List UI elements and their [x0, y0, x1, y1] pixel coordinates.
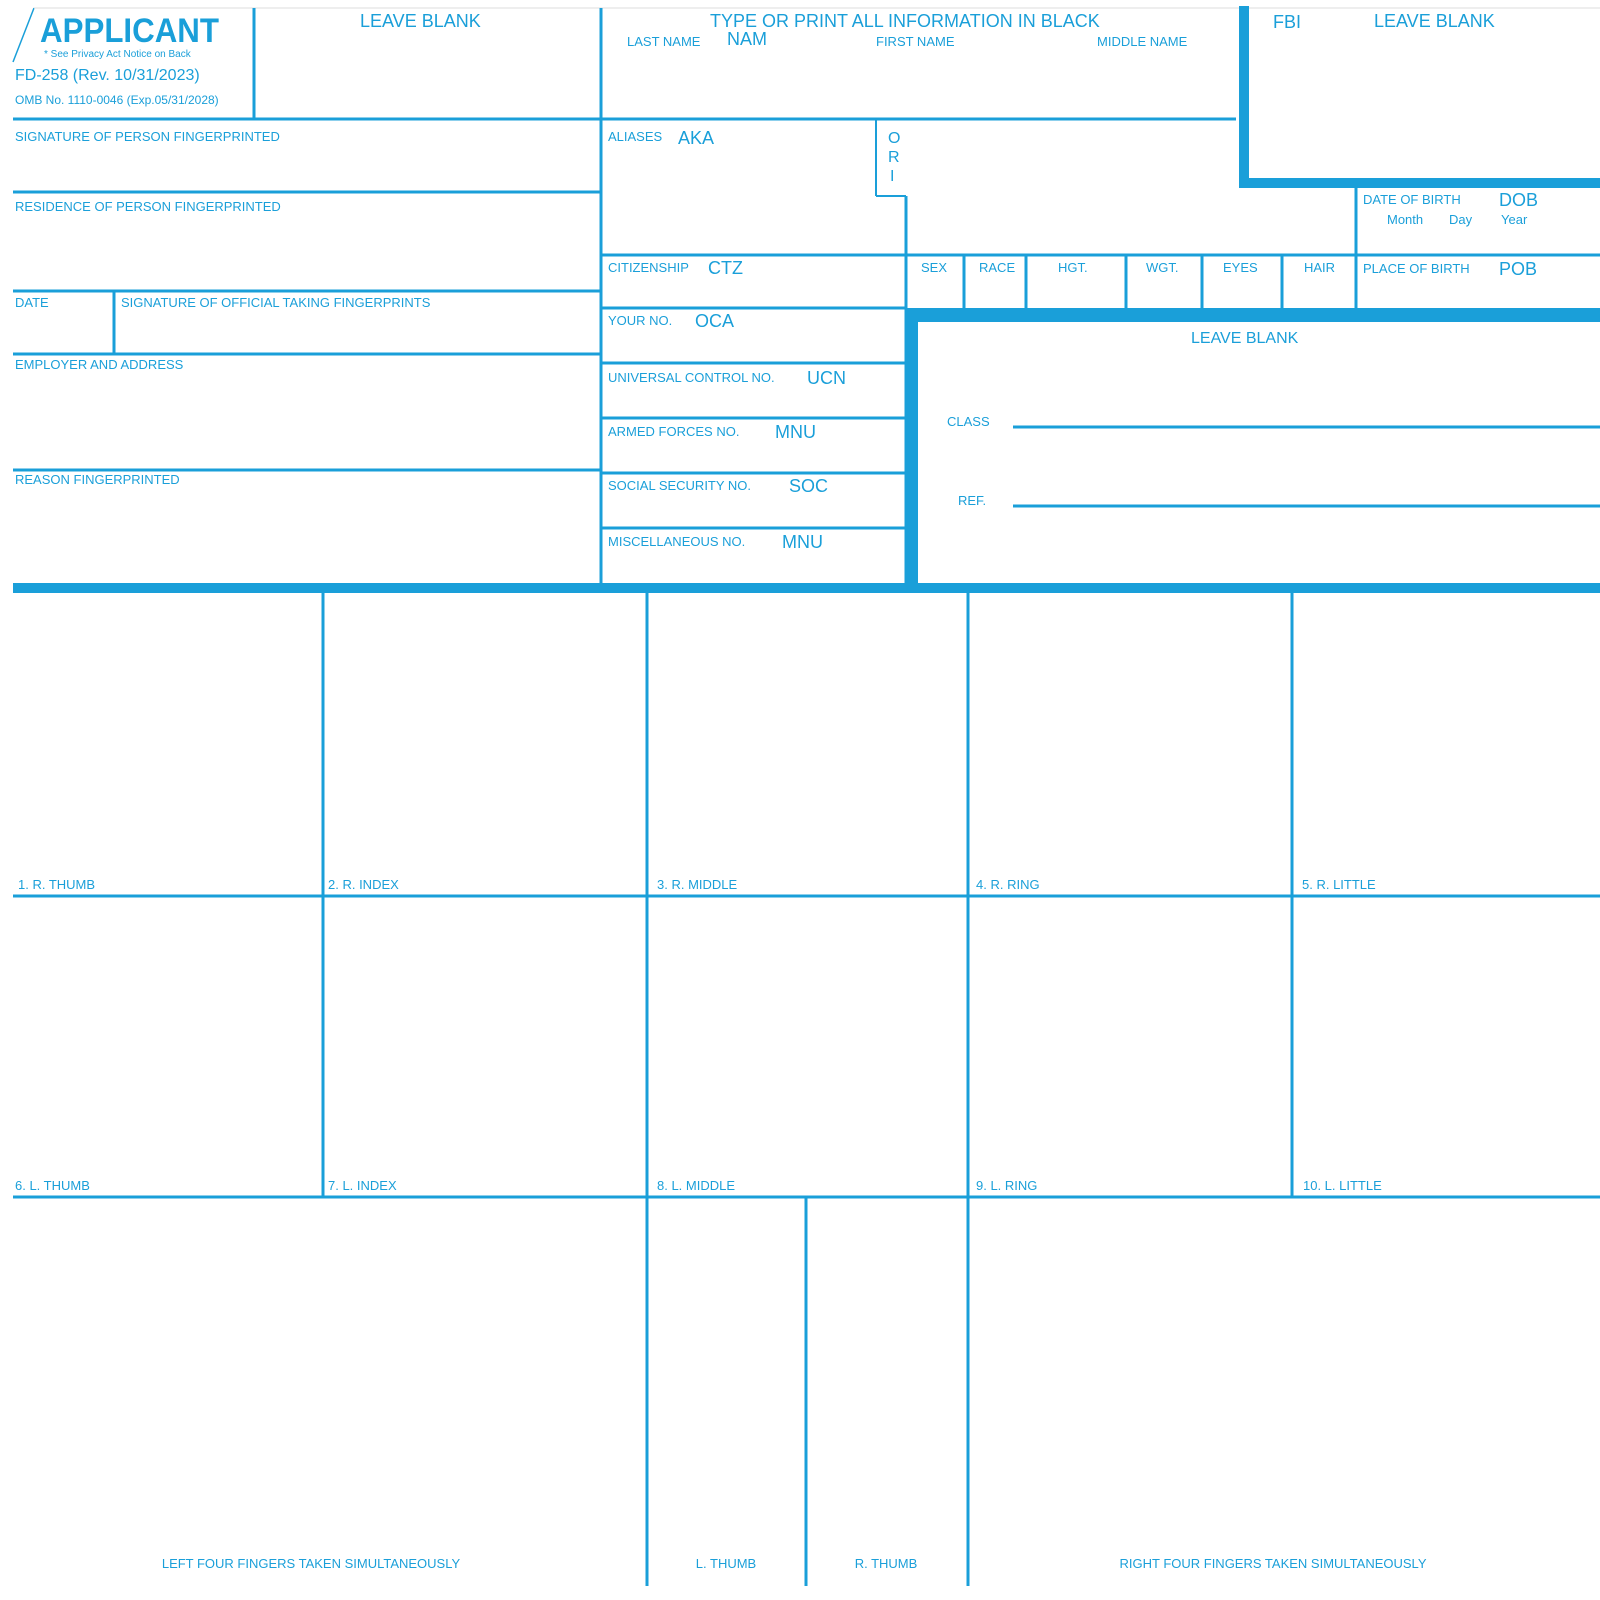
- ori-letter-o: O: [888, 130, 901, 147]
- l-thumb-simultaneous-label: L. THUMB: [695, 1556, 757, 1571]
- misc-label: MISCELLANEOUS NO.: [608, 534, 746, 549]
- finger-label-r-middle: 3. R. MIDDLE: [657, 877, 738, 892]
- race-label: RACE: [979, 260, 1016, 275]
- finger-label-l-ring: 9. L. RING: [976, 1178, 1038, 1193]
- finger-label-l-little: 10. L. LITTLE: [1303, 1178, 1382, 1193]
- pob-code: POB: [1499, 259, 1538, 279]
- finger-label-l-index: 7. L. INDEX: [328, 1178, 397, 1193]
- dob-label: DATE OF BIRTH: [1363, 192, 1461, 207]
- aliases-code: AKA: [678, 128, 715, 148]
- ori-letter-i: I: [890, 168, 895, 185]
- form-number: FD-258 (Rev. 10/31/2023): [15, 67, 200, 84]
- citizenship-label: CITIZENSHIP: [608, 260, 689, 275]
- citizenship-code: CTZ: [708, 258, 743, 278]
- left-four-label: LEFT FOUR FINGERS TAKEN SIMULTANEOUSLY: [161, 1556, 461, 1571]
- height-label: HGT.: [1058, 260, 1088, 275]
- fbi-label: FBI: [1273, 12, 1302, 32]
- instructions-heading: TYPE OR PRINT ALL INFORMATION IN BLACK: [710, 11, 1100, 31]
- dob-month: Month: [1387, 212, 1424, 227]
- ssn-code: SOC: [789, 476, 829, 496]
- first-name-label: FIRST NAME: [876, 34, 955, 49]
- middle-name-label: MIDDLE NAME: [1097, 34, 1188, 49]
- r-thumb-simultaneous-label: R. THUMB: [854, 1556, 918, 1571]
- leave-blank-box-title: LEAVE BLANK: [1191, 330, 1299, 347]
- finger-label-l-middle: 8. L. MIDDLE: [657, 1178, 736, 1193]
- name-code: NAM: [727, 29, 767, 49]
- eyes-label: EYES: [1223, 260, 1258, 275]
- ucn-label: UNIVERSAL CONTROL NO.: [608, 370, 775, 385]
- right-four-label: RIGHT FOUR FINGERS TAKEN SIMULTANEOUSLY: [1119, 1556, 1427, 1571]
- armed-forces-code: MNU: [775, 422, 816, 442]
- ucn-code: UCN: [807, 368, 846, 388]
- class-label: CLASS: [947, 414, 990, 429]
- date-label: DATE: [15, 295, 49, 310]
- dob-code: DOB: [1499, 190, 1539, 210]
- finger-label-l-thumb: 6. L. THUMB: [15, 1178, 90, 1193]
- sex-label: SEX: [921, 260, 948, 275]
- signature-official-label: SIGNATURE OF OFFICIAL TAKING FINGERPRINTS: [121, 295, 431, 310]
- leave-blank-right: LEAVE BLANK: [1374, 11, 1495, 31]
- ori-letter-r: R: [888, 149, 900, 166]
- residence-label: RESIDENCE OF PERSON FINGERPRINTED: [15, 199, 281, 214]
- armed-forces-label: ARMED FORCES NO.: [608, 424, 740, 439]
- omb-number: OMB No. 1110-0046 (Exp.05/31/2028): [15, 93, 219, 107]
- weight-label: WGT.: [1146, 260, 1179, 275]
- leave-blank-left: LEAVE BLANK: [360, 11, 481, 31]
- finger-label-r-index: 2. R. INDEX: [328, 877, 399, 892]
- pob-label: PLACE OF BIRTH: [1363, 261, 1470, 276]
- your-no-code: OCA: [695, 311, 735, 331]
- your-no-label: YOUR NO.: [608, 313, 673, 328]
- aliases-label: ALIASES: [608, 129, 663, 144]
- finger-label-r-thumb: 1. R. THUMB: [18, 877, 96, 892]
- reason-label: REASON FINGERPRINTED: [15, 472, 180, 487]
- ssn-label: SOCIAL SECURITY NO.: [608, 478, 752, 493]
- form-title: APPLICANT: [40, 12, 219, 50]
- misc-code: MNU: [782, 532, 823, 552]
- employer-label: EMPLOYER AND ADDRESS: [15, 357, 184, 372]
- signature-person-label: SIGNATURE OF PERSON FINGERPRINTED: [15, 129, 280, 144]
- dob-day: Day: [1449, 212, 1473, 227]
- privacy-note: * See Privacy Act Notice on Back: [44, 49, 191, 60]
- hair-label: HAIR: [1304, 260, 1336, 275]
- dob-year: Year: [1501, 212, 1528, 227]
- ref-label: REF.: [958, 493, 987, 508]
- finger-label-r-ring: 4. R. RING: [976, 877, 1040, 892]
- last-name-label: LAST NAME: [627, 34, 701, 49]
- finger-label-r-little: 5. R. LITTLE: [1302, 877, 1376, 892]
